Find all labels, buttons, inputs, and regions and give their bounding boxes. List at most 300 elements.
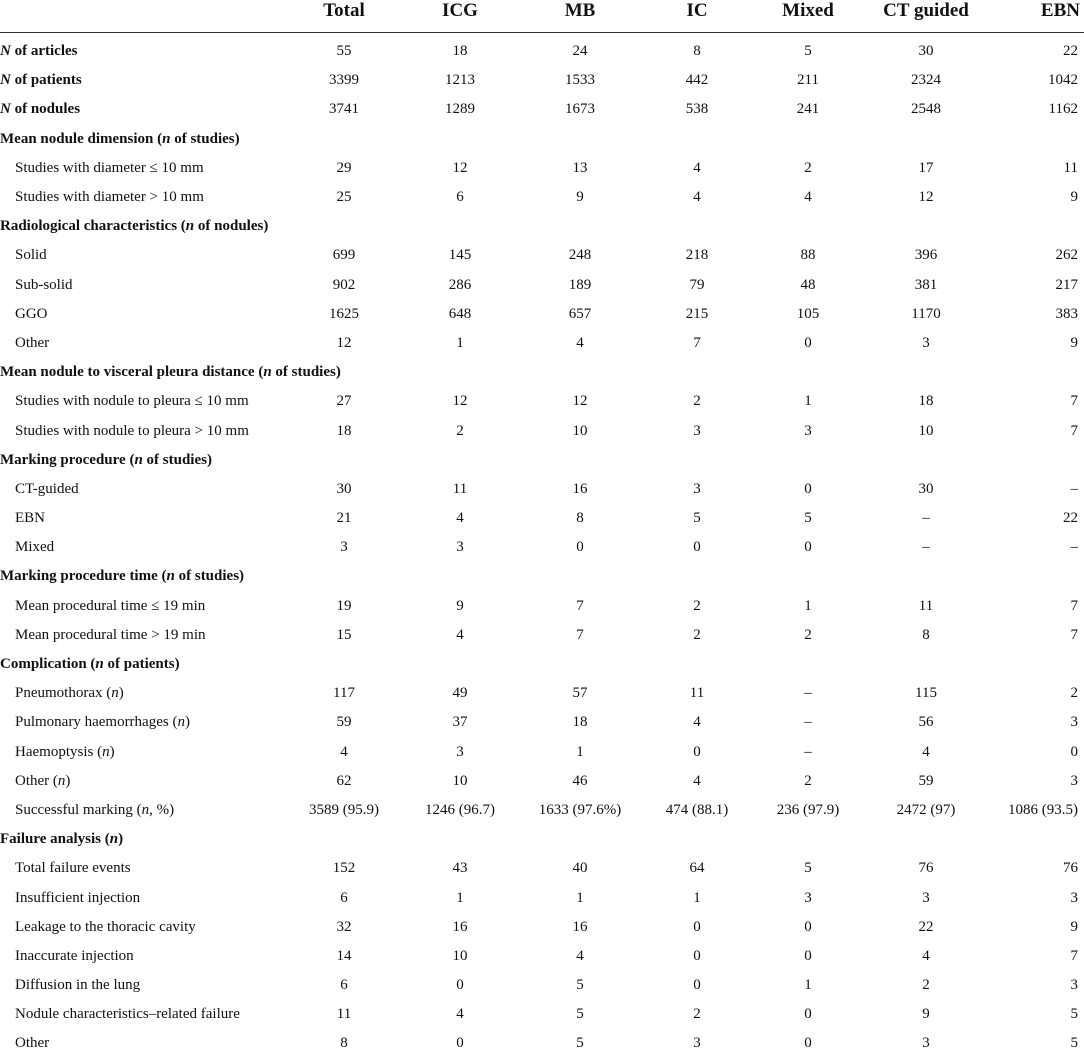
cell-mixed: 5 bbox=[804, 43, 812, 60]
row-label-text: Failure analysis ( bbox=[0, 831, 110, 848]
cell-mb: 1 bbox=[576, 743, 584, 760]
cell-ct-guided: 2 bbox=[922, 977, 930, 994]
cell-ebn: 1042 bbox=[1048, 72, 1078, 89]
row-label bbox=[0, 154, 280, 183]
row-label bbox=[0, 183, 280, 212]
row-label bbox=[0, 504, 280, 533]
cell-total: 699 bbox=[332, 247, 356, 264]
cell-ct-guided: 381 bbox=[914, 276, 938, 293]
cell-ct-guided: 3 bbox=[922, 334, 930, 351]
row-label-text: n bbox=[185, 218, 195, 235]
cell-mixed: 1 bbox=[804, 597, 812, 614]
section-filler bbox=[280, 212, 1084, 241]
cell-mb: 16 bbox=[572, 918, 588, 935]
cell-ebn: 217 bbox=[1055, 276, 1078, 293]
row-label-text: Pulmonary haemorrhages ( bbox=[15, 714, 178, 731]
table-row bbox=[0, 913, 1084, 942]
cell-mixed: 3 bbox=[804, 422, 812, 439]
row-label-text: Mean nodule to visceral pleura distance ( bbox=[0, 364, 264, 381]
row-label-text: n bbox=[263, 364, 272, 381]
header-cell-ic: IC bbox=[648, 0, 746, 33]
cell-mb: 4 bbox=[576, 947, 584, 964]
cell-icg: 1 bbox=[456, 334, 464, 351]
row-label-text: Other bbox=[15, 334, 50, 351]
cell-ic: 4 bbox=[693, 714, 701, 731]
section-row bbox=[0, 446, 1084, 475]
cell-total: 18 bbox=[336, 422, 352, 439]
row-label-text: n bbox=[95, 656, 104, 673]
cell-icg: 4 bbox=[456, 510, 464, 527]
table-row bbox=[0, 241, 1084, 270]
row-label-text: Leakage to the thoracic cavity bbox=[15, 918, 196, 935]
cell-total: 1625 bbox=[329, 305, 359, 322]
cell-total: 19 bbox=[336, 597, 352, 614]
row-label-text: , %) bbox=[149, 801, 175, 818]
cell-ic: 11 bbox=[689, 685, 705, 702]
cell-ebn: 3 bbox=[1070, 977, 1078, 994]
cell-mb: 0 bbox=[576, 539, 584, 556]
cell-mb: 46 bbox=[572, 772, 588, 789]
cell-mb: 16 bbox=[572, 480, 588, 497]
cell-ic: 7 bbox=[693, 334, 701, 351]
cell-ic: 3 bbox=[693, 1035, 701, 1052]
row-label-text: of studies) bbox=[170, 130, 240, 147]
row-label-text: Mean procedural time > 19 min bbox=[15, 626, 206, 643]
section-row bbox=[0, 125, 1084, 154]
cell-mixed: 0 bbox=[804, 480, 812, 497]
cell-icg: 1 bbox=[456, 889, 464, 906]
table-row bbox=[0, 66, 1084, 95]
cell-ebn: 76 bbox=[1063, 860, 1078, 877]
cell-icg: 3 bbox=[456, 539, 464, 556]
section-filler bbox=[280, 825, 1084, 854]
row-label bbox=[0, 913, 280, 942]
row-label-text: ) bbox=[118, 831, 124, 848]
cell-ebn: 3 bbox=[1070, 889, 1078, 906]
cell-mb: 9 bbox=[576, 189, 584, 206]
cell-mb: 40 bbox=[572, 860, 588, 877]
cell-mixed: 0 bbox=[804, 1035, 812, 1052]
section-row bbox=[0, 650, 1084, 679]
row-label bbox=[0, 66, 280, 95]
cell-total: 32 bbox=[336, 918, 352, 935]
section-filler bbox=[280, 650, 1084, 679]
cell-ic: 64 bbox=[689, 860, 705, 877]
table-row bbox=[0, 95, 1084, 124]
cell-mixed: 1 bbox=[804, 977, 812, 994]
row-label bbox=[0, 883, 280, 912]
row-label bbox=[0, 125, 280, 154]
cell-ic: 0 bbox=[693, 918, 701, 935]
cell-mixed: 0 bbox=[804, 947, 812, 964]
table-row bbox=[0, 679, 1084, 708]
cell-total: 15 bbox=[336, 626, 352, 643]
cell-ebn: 5 bbox=[1070, 1006, 1078, 1023]
cell-total: 6 bbox=[340, 977, 348, 994]
cell-icg: 1213 bbox=[445, 72, 475, 89]
cell-ct-guided: 4 bbox=[922, 743, 930, 760]
cell-icg: 1289 bbox=[445, 101, 475, 118]
section-row bbox=[0, 212, 1084, 241]
cell-icg: 43 bbox=[452, 860, 468, 877]
table-row bbox=[0, 767, 1084, 796]
table-row bbox=[0, 942, 1084, 971]
cell-mixed: 2 bbox=[804, 159, 812, 176]
cell-ct-guided: 1170 bbox=[911, 305, 941, 322]
cell-mixed: 105 bbox=[796, 305, 820, 322]
cell-ct-guided: 12 bbox=[918, 189, 934, 206]
row-label bbox=[0, 679, 280, 708]
table-row bbox=[0, 329, 1084, 358]
cell-ct-guided: 3 bbox=[922, 1035, 930, 1052]
row-label-text: Insufficient injection bbox=[15, 889, 141, 906]
row-label-text: of studies) bbox=[174, 568, 245, 585]
cell-ebn: 22 bbox=[1063, 43, 1078, 60]
cell-mixed: 4 bbox=[804, 189, 812, 206]
cell-ebn: 7 bbox=[1070, 393, 1078, 410]
table-row bbox=[0, 271, 1084, 300]
row-label-text: Studies with diameter > 10 mm bbox=[15, 189, 204, 206]
row-label-text: Nodule characteristics–related failure bbox=[15, 1006, 240, 1023]
row-label-text: Marking procedure time ( bbox=[0, 568, 167, 585]
row-label-text: of articles bbox=[10, 43, 78, 60]
cell-ebn: 262 bbox=[1055, 247, 1078, 264]
cell-total: 12 bbox=[336, 334, 352, 351]
cell-ic: 3 bbox=[693, 480, 701, 497]
row-label bbox=[0, 562, 280, 591]
cell-ct-guided: 17 bbox=[918, 159, 934, 176]
row-label-text: N bbox=[0, 72, 11, 89]
row-label-text: ) bbox=[109, 743, 115, 760]
cell-ct-guided: 9 bbox=[922, 1006, 930, 1023]
table-row bbox=[0, 33, 1084, 67]
cell-ct-guided: 4 bbox=[922, 947, 930, 964]
cell-mb: 8 bbox=[576, 510, 584, 527]
cell-mixed: 5 bbox=[804, 510, 812, 527]
cell-ic: 0 bbox=[693, 743, 701, 760]
cell-ct-guided: 115 bbox=[915, 685, 937, 702]
table-row bbox=[0, 387, 1084, 416]
cell-total: 59 bbox=[336, 714, 352, 731]
table-row bbox=[0, 533, 1084, 562]
cell-ic: 442 bbox=[685, 72, 709, 89]
row-label-text: of nodules bbox=[10, 101, 81, 118]
cell-icg: 2 bbox=[456, 422, 464, 439]
cell-mixed: 211 bbox=[797, 72, 819, 89]
row-label-text: Total failure events bbox=[15, 860, 131, 877]
cell-ic: 8 bbox=[693, 43, 701, 60]
cell-total: 117 bbox=[333, 685, 355, 702]
cell-icg: 286 bbox=[448, 276, 472, 293]
row-label-text: n bbox=[166, 568, 175, 585]
cell-mixed: 88 bbox=[800, 247, 816, 264]
cell-ebn: 383 bbox=[1055, 305, 1078, 322]
table-row bbox=[0, 854, 1084, 883]
cell-ic: 538 bbox=[685, 101, 709, 118]
cell-icg: 11 bbox=[452, 480, 468, 497]
table-row bbox=[0, 154, 1084, 183]
cell-total: 3589 (95.9) bbox=[309, 801, 379, 818]
row-label-text: n bbox=[102, 743, 110, 760]
row-label bbox=[0, 796, 280, 825]
table-row bbox=[0, 621, 1084, 650]
cell-icg: 12 bbox=[452, 393, 468, 410]
cell-total: 3 bbox=[340, 539, 348, 556]
header-cell-label bbox=[0, 0, 280, 33]
cell-mixed: 0 bbox=[804, 918, 812, 935]
table-body bbox=[0, 33, 1084, 1059]
cell-icg: 4 bbox=[456, 1006, 464, 1023]
cell-mb: 1633 (97.6%) bbox=[538, 801, 622, 818]
cell-mixed: – bbox=[804, 714, 812, 731]
table-row bbox=[0, 1000, 1084, 1029]
cell-mixed: 5 bbox=[804, 860, 812, 877]
cell-icg: 0 bbox=[456, 1035, 464, 1052]
cell-ic: 0 bbox=[693, 947, 701, 964]
row-label-text: ) bbox=[118, 685, 124, 702]
row-label-text: N bbox=[0, 101, 11, 118]
header-cell-icg: ICG bbox=[408, 0, 512, 33]
section-row bbox=[0, 562, 1084, 591]
row-label-text: n bbox=[162, 130, 171, 147]
cell-mixed: – bbox=[804, 743, 812, 760]
cell-total: 14 bbox=[336, 947, 352, 964]
cell-ct-guided: 76 bbox=[918, 860, 934, 877]
row-label bbox=[0, 95, 280, 124]
cell-ct-guided: 11 bbox=[918, 597, 934, 614]
row-label-text: Inaccurate injection bbox=[15, 947, 134, 964]
table-row bbox=[0, 708, 1084, 737]
section-filler bbox=[280, 446, 1084, 475]
cell-total: 62 bbox=[336, 772, 352, 789]
cell-ic: 474 (88.1) bbox=[665, 801, 729, 818]
cell-icg: 6 bbox=[456, 189, 464, 206]
cell-total: 11 bbox=[336, 1006, 352, 1023]
cell-mb: 12 bbox=[572, 393, 588, 410]
row-label-text: Marking procedure ( bbox=[0, 451, 135, 468]
cell-mb: 1 bbox=[576, 889, 584, 906]
cell-icg: 9 bbox=[456, 597, 464, 614]
cell-ct-guided: 30 bbox=[918, 480, 934, 497]
cell-total: 902 bbox=[332, 276, 356, 293]
table-row bbox=[0, 883, 1084, 912]
cell-mixed: 3 bbox=[804, 889, 812, 906]
row-label-text: GGO bbox=[15, 305, 48, 322]
row-label bbox=[0, 241, 280, 270]
row-label bbox=[0, 767, 280, 796]
row-label bbox=[0, 475, 280, 504]
row-label bbox=[0, 825, 280, 854]
cell-mb: 13 bbox=[572, 159, 588, 176]
cell-ct-guided: 2548 bbox=[911, 101, 941, 118]
row-label-text: ) bbox=[184, 714, 190, 731]
cell-icg: 3 bbox=[456, 743, 464, 760]
row-label-text: Mean nodule dimension ( bbox=[0, 130, 163, 147]
cell-mb: 1533 bbox=[565, 72, 595, 89]
cell-ebn: 11 bbox=[1063, 159, 1078, 176]
section-filler bbox=[280, 125, 1084, 154]
table-row bbox=[0, 183, 1084, 212]
cell-ic: 2 bbox=[693, 597, 701, 614]
cell-icg: 10 bbox=[452, 947, 468, 964]
cell-icg: 10 bbox=[452, 772, 468, 789]
row-label-text: of studies) bbox=[142, 451, 212, 468]
cell-mixed: 2 bbox=[804, 772, 812, 789]
cell-mixed: 236 (97.9) bbox=[776, 801, 840, 818]
cell-icg: 37 bbox=[452, 714, 468, 731]
table-row bbox=[0, 738, 1084, 767]
row-label bbox=[0, 650, 280, 679]
row-label-text: of patients) bbox=[103, 656, 180, 673]
row-label bbox=[0, 300, 280, 329]
cell-ct-guided: 56 bbox=[918, 714, 934, 731]
cell-ct-guided: – bbox=[922, 539, 930, 556]
cell-mb: 5 bbox=[576, 977, 584, 994]
cell-ic: 2 bbox=[693, 626, 701, 643]
row-label bbox=[0, 416, 280, 445]
cell-ebn: 7 bbox=[1070, 947, 1078, 964]
cell-ct-guided: 8 bbox=[922, 626, 930, 643]
row-label-text: Other ( bbox=[15, 772, 58, 789]
row-label bbox=[0, 854, 280, 883]
cell-mixed: 0 bbox=[804, 539, 812, 556]
cell-ct-guided: 2472 (97) bbox=[896, 801, 956, 818]
row-label-text: Studies with nodule to pleura > 10 mm bbox=[15, 422, 249, 439]
table-row bbox=[0, 796, 1084, 825]
table-row bbox=[0, 475, 1084, 504]
row-label bbox=[0, 621, 280, 650]
row-label-text: Successful marking ( bbox=[15, 801, 142, 818]
row-label bbox=[0, 387, 280, 416]
cell-icg: 18 bbox=[452, 43, 468, 60]
row-label-text: Radiological characteristics ( bbox=[0, 218, 186, 235]
cell-total: 27 bbox=[336, 393, 352, 410]
row-label-text: CT-guided bbox=[15, 480, 79, 497]
row-label bbox=[0, 533, 280, 562]
row-label-text: N bbox=[0, 43, 11, 60]
cell-icg: 1246 (96.7) bbox=[425, 801, 495, 818]
row-label-text: of patients bbox=[10, 72, 82, 89]
row-label bbox=[0, 592, 280, 621]
row-label bbox=[0, 708, 280, 737]
row-label-text: Diffusion in the lung bbox=[15, 977, 141, 994]
cell-mb: 5 bbox=[576, 1006, 584, 1023]
cell-ic: 218 bbox=[685, 247, 709, 264]
cell-icg: 12 bbox=[452, 159, 468, 176]
cell-ebn: 7 bbox=[1070, 422, 1078, 439]
cell-total: 3741 bbox=[329, 101, 359, 118]
cell-icg: 49 bbox=[452, 685, 468, 702]
header-cell-ct-guided: CT guided bbox=[870, 0, 982, 33]
cell-total: 55 bbox=[336, 43, 352, 60]
row-label-text: n bbox=[109, 831, 119, 848]
header-cell-ebn: EBN bbox=[982, 0, 1084, 33]
row-label-text: of nodules) bbox=[194, 218, 269, 235]
cell-mixed: 241 bbox=[796, 101, 820, 118]
row-label-text: Solid bbox=[15, 247, 47, 264]
row-label-text: of studies) bbox=[271, 364, 341, 381]
cell-mb: 5 bbox=[576, 1035, 584, 1052]
cell-total: 30 bbox=[336, 480, 352, 497]
row-label-text: Mixed bbox=[15, 539, 55, 556]
cell-ebn: 1086 (93.5) bbox=[1008, 801, 1078, 818]
row-label bbox=[0, 33, 280, 67]
cell-total: 3399 bbox=[329, 72, 359, 89]
section-filler bbox=[280, 358, 1084, 387]
cell-mb: 248 bbox=[568, 247, 592, 264]
cell-mixed: 0 bbox=[804, 334, 812, 351]
cell-ebn: 1162 bbox=[1048, 101, 1078, 118]
table-row bbox=[0, 971, 1084, 1000]
table-row bbox=[0, 416, 1084, 445]
cell-mb: 24 bbox=[572, 43, 588, 60]
cell-mixed: 0 bbox=[804, 1006, 812, 1023]
cell-mixed: 2 bbox=[804, 626, 812, 643]
cell-ebn: 3 bbox=[1070, 714, 1078, 731]
row-label bbox=[0, 942, 280, 971]
cell-ct-guided: 22 bbox=[918, 918, 934, 935]
header-row bbox=[0, 0, 1084, 33]
header-cell-mb: MB bbox=[512, 0, 648, 33]
cell-ic: 4 bbox=[693, 159, 701, 176]
cell-ic: 79 bbox=[689, 276, 705, 293]
table-row bbox=[0, 1029, 1084, 1058]
row-label-text: n bbox=[57, 772, 66, 789]
cell-icg: 145 bbox=[448, 247, 472, 264]
cell-ic: 0 bbox=[693, 539, 701, 556]
cell-icg: 0 bbox=[456, 977, 464, 994]
cell-ct-guided: 3 bbox=[922, 889, 930, 906]
cell-ic: 4 bbox=[693, 189, 701, 206]
cell-ebn: 22 bbox=[1063, 510, 1078, 527]
cell-mb: 657 bbox=[568, 305, 592, 322]
cell-mb: 1673 bbox=[565, 101, 595, 118]
cell-ebn: – bbox=[1070, 480, 1078, 497]
cell-total: 152 bbox=[332, 860, 356, 877]
table-row bbox=[0, 504, 1084, 533]
row-label-text: n bbox=[141, 801, 150, 818]
cell-ebn: 7 bbox=[1070, 626, 1078, 643]
cell-ebn: 3 bbox=[1070, 772, 1078, 789]
row-label-text: Studies with nodule to pleura ≤ 10 mm bbox=[15, 393, 249, 410]
table-row bbox=[0, 592, 1084, 621]
cell-ebn: 9 bbox=[1070, 918, 1078, 935]
cell-mb: 18 bbox=[572, 714, 588, 731]
row-label-text: Mean procedural time ≤ 19 min bbox=[15, 597, 206, 614]
cell-mixed: – bbox=[804, 685, 812, 702]
cell-ebn: 0 bbox=[1070, 743, 1078, 760]
cell-ct-guided: 59 bbox=[918, 772, 934, 789]
row-label-text: Sub-solid bbox=[15, 276, 73, 293]
cell-ct-guided: 2324 bbox=[911, 72, 941, 89]
cell-mb: 189 bbox=[568, 276, 592, 293]
cell-ct-guided: – bbox=[922, 510, 930, 527]
row-label-text: Other bbox=[15, 1035, 50, 1052]
cell-icg: 4 bbox=[456, 626, 464, 643]
cell-ebn: 9 bbox=[1070, 334, 1078, 351]
cell-total: 21 bbox=[336, 510, 352, 527]
cell-total: 25 bbox=[336, 189, 352, 206]
cell-ct-guided: 396 bbox=[914, 247, 938, 264]
section-row bbox=[0, 825, 1084, 854]
cell-ic: 1 bbox=[693, 889, 701, 906]
row-label bbox=[0, 271, 280, 300]
row-label-text: Complication ( bbox=[0, 656, 96, 673]
cell-mb: 4 bbox=[576, 334, 584, 351]
cell-icg: 648 bbox=[448, 305, 472, 322]
cell-total: 29 bbox=[336, 159, 352, 176]
cell-mb: 57 bbox=[572, 685, 588, 702]
